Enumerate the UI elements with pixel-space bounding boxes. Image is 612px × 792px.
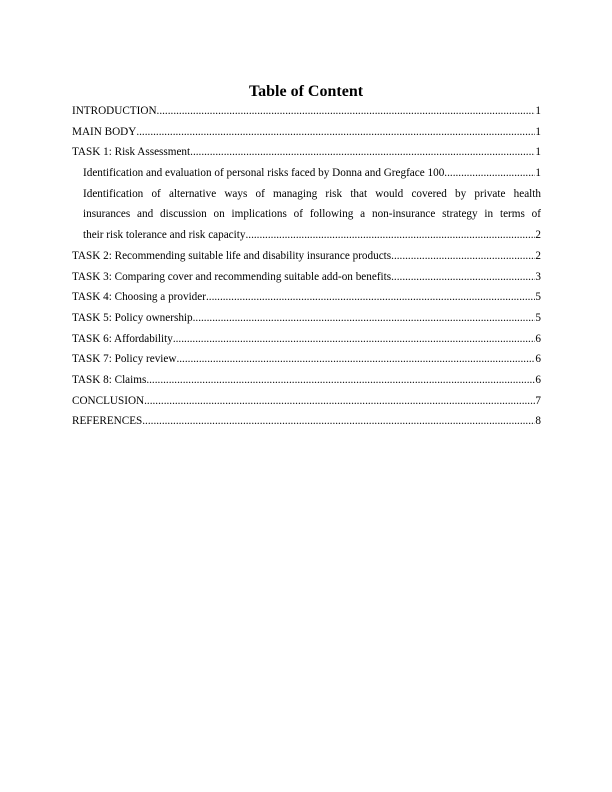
- toc-entry-page: 1: [535, 167, 541, 180]
- toc-entry-label: TASK 5: Policy ownership: [72, 311, 193, 324]
- toc-entry-page: 1: [535, 125, 541, 138]
- toc-entry-task-2[interactable]: [72, 246, 541, 267]
- toc-entry-label: TASK 2: Recommending suitable life and disability insurance products: [72, 249, 392, 262]
- toc-entry-label: TASK 1: Risk Assessment: [72, 146, 191, 159]
- dot-leader: [190, 142, 535, 163]
- page-title: Table of Content: [248, 83, 364, 100]
- toc-entry-label: TASK 8: Claims: [72, 373, 147, 386]
- toc-entry-references[interactable]: [72, 411, 541, 432]
- toc-subentry-alternative-ways[interactable]: [72, 184, 541, 246]
- toc-entry-page: 1: [535, 105, 541, 117]
- toc-entry-task-5[interactable]: [72, 308, 541, 329]
- toc-entry-label-line: Identification of alternative ways of managing risk that would covered by private health: [83, 187, 541, 200]
- toc-entry-page: 5: [535, 311, 541, 324]
- toc-entry-page: 6: [535, 332, 541, 345]
- toc-entry-label: CONCLUSION: [72, 394, 145, 407]
- dot-leader: [142, 411, 535, 432]
- toc-entry-page: 6: [535, 373, 541, 386]
- toc-entry-task-1[interactable]: [72, 142, 541, 163]
- toc-entry-label: TASK 3: Comparing cover and recommending suitable add-on benefits: [72, 270, 392, 283]
- toc-entry-label: MAIN BODY: [72, 125, 137, 138]
- toc-entry-label: INTRODUCTION: [72, 105, 157, 117]
- toc-entry-page: 5: [535, 291, 541, 304]
- dot-leader: [444, 163, 535, 184]
- toc-entry-task-7[interactable]: [72, 349, 541, 370]
- toc-entry-task-4[interactable]: [72, 287, 541, 308]
- toc-entry-page: 1: [535, 146, 541, 159]
- dot-leader: [146, 370, 535, 391]
- toc-entry-task-3[interactable]: [72, 267, 541, 288]
- toc-entry-page: 7: [535, 394, 541, 407]
- toc-entry-label: REFERENCES: [72, 415, 143, 428]
- toc-entry-page: 3: [535, 270, 541, 283]
- dot-leader: [173, 329, 536, 350]
- dot-leader: [206, 287, 535, 308]
- dot-leader: [245, 225, 535, 246]
- dot-leader: [176, 349, 535, 370]
- toc-entry-label: TASK 4: Choosing a provider: [72, 291, 206, 304]
- table-of-contents: [72, 101, 541, 432]
- toc-entry-page: 2: [535, 249, 541, 262]
- toc-entry-label: TASK 7: Policy review: [72, 353, 177, 366]
- toc-entry-task-8[interactable]: [72, 370, 541, 391]
- toc-entry-introduction[interactable]: [72, 101, 541, 122]
- dot-leader: [391, 267, 535, 288]
- toc-entry-conclusion[interactable]: [72, 391, 541, 412]
- dot-leader: [136, 122, 535, 143]
- toc-entry-label-line: insurances and discussion on implications of following a non-insurance strategy in terms of: [83, 208, 541, 221]
- toc-subentry-personal-risks[interactable]: [72, 163, 541, 184]
- toc-entry-main-body[interactable]: [72, 122, 541, 143]
- toc-entry-label-line: their risk tolerance and risk capacity: [83, 229, 246, 242]
- toc-entry-label: Identification and evaluation of personal risks faced by Donna and Gregface 100: [83, 167, 445, 180]
- dot-leader: [193, 308, 536, 329]
- dot-leader: [157, 101, 536, 122]
- toc-entry-page: 2: [535, 229, 541, 242]
- toc-entry-page: 6: [535, 353, 541, 366]
- toc-entry-task-6[interactable]: [72, 329, 541, 350]
- dot-leader: [144, 391, 535, 412]
- toc-entry-page: 8: [535, 415, 541, 428]
- dot-leader: [391, 246, 535, 267]
- toc-entry-label: TASK 6: Affordability: [72, 332, 173, 345]
